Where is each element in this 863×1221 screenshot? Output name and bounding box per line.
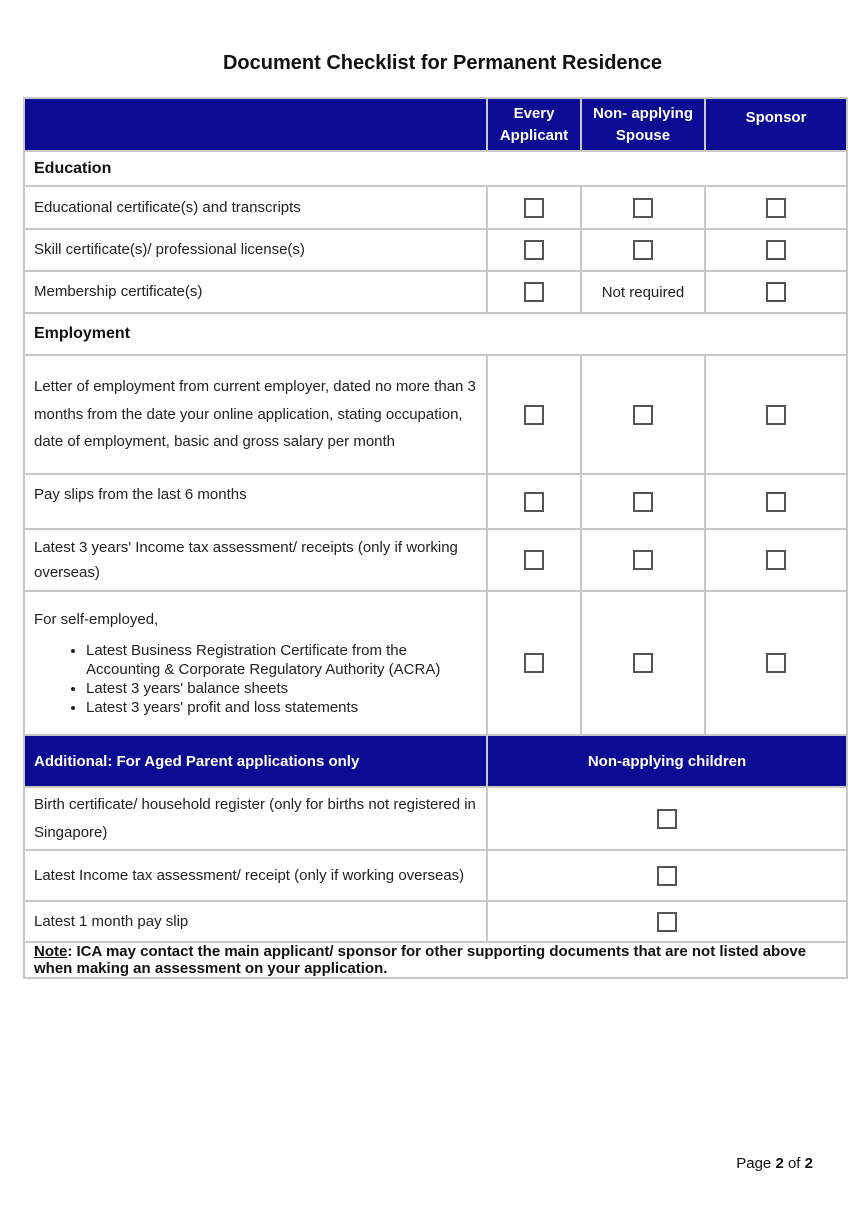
checkbox-non-applying-children[interactable]: [657, 912, 677, 932]
table-row: [24, 591, 847, 735]
checkbox-sponsor[interactable]: [766, 405, 786, 425]
list-item: • Latest 3 years' profit and loss statements: [86, 698, 477, 717]
row-label: Skill certificate(s)/ professional license(s): [24, 229, 487, 271]
self-employed-intro: For self-employed,: [34, 611, 159, 628]
checkbox-every-applicant[interactable]: [524, 492, 544, 512]
note-text: ICA may contact the main applicant/ sponsor for other supporting documents that are not listed above when making an assessment on your application.: [34, 943, 807, 977]
row-label: Pay slips from the last 6 months: [24, 474, 487, 529]
table-row: [24, 901, 847, 942]
checkbox-every-applicant[interactable]: [524, 405, 544, 425]
header-blank-cell: [24, 98, 487, 151]
self-employed-list: [34, 641, 477, 717]
row-label: Educational certificate(s) and transcripts: [24, 186, 487, 229]
column-every-applicant: Every Applicant: [487, 98, 581, 151]
checkbox-sponsor[interactable]: [766, 492, 786, 512]
checkbox-spouse[interactable]: [633, 198, 653, 218]
checkbox-sponsor[interactable]: [766, 240, 786, 260]
checkbox-every-applicant[interactable]: [524, 653, 544, 673]
row-label: Letter of employment from current employer, dated no more than 3 months from the date your online application, stating occupation, date of employment, basic and gross salary per month: [24, 355, 487, 474]
checkbox-sponsor[interactable]: [766, 550, 786, 570]
table-row: [24, 787, 847, 850]
table-row: [24, 229, 847, 271]
row-label: Latest 1 month pay slip: [24, 901, 487, 942]
section-heading: Education: [24, 151, 847, 186]
checkbox-sponsor[interactable]: [766, 282, 786, 302]
column-non-applying-children: Non-applying children: [487, 735, 847, 787]
list-item: • Latest 3 years' balance sheets: [86, 679, 477, 698]
section-employment: [24, 313, 847, 355]
list-item: • Latest Business Registration Certificate from the Accounting & Corporate Regulatory Authority (ACRA): [86, 641, 477, 679]
section-education: [24, 151, 847, 186]
checkbox-every-applicant[interactable]: [524, 550, 544, 570]
checkbox-spouse[interactable]: [633, 492, 653, 512]
table-row: [24, 850, 847, 901]
table-header-row: [24, 98, 847, 151]
checklist-table: [23, 97, 848, 979]
checkbox-every-applicant[interactable]: [524, 198, 544, 218]
checkbox-non-applying-children[interactable]: [657, 866, 677, 886]
page-number: Page 2 of 2: [736, 1155, 813, 1172]
checkbox-sponsor[interactable]: [766, 653, 786, 673]
row-label: Birth certificate/ household register (only for births not registered in Singapore): [24, 787, 487, 850]
table-row: [24, 271, 847, 313]
row-label: Latest Income tax assessment/ receipt (only if working overseas): [24, 850, 487, 901]
note-cell: Note: ICA may contact the main applicant/ sponsor for other supporting documents that are not listed above when making an assessment on your application.: [24, 942, 847, 978]
checkbox-non-applying-children[interactable]: [657, 809, 677, 829]
row-label: Membership certificate(s): [24, 271, 487, 313]
note-row: [24, 942, 847, 978]
column-sponsor: Sponsor: [705, 98, 847, 151]
section-heading: Employment: [24, 313, 847, 355]
checkbox-spouse[interactable]: [633, 653, 653, 673]
additional-header-row: [24, 735, 847, 787]
note-label: Note: [34, 943, 68, 960]
checkbox-spouse[interactable]: [633, 240, 653, 260]
row-label: Latest 3 years' Income tax assessment/ receipts (only if working overseas): [24, 529, 487, 591]
checkbox-spouse[interactable]: [633, 405, 653, 425]
table-row: [24, 474, 847, 529]
not-required-text: Not required: [601, 283, 685, 301]
checkbox-every-applicant[interactable]: [524, 240, 544, 260]
self-employed-cell: [24, 591, 487, 735]
table-row: [24, 186, 847, 229]
column-non-applying-spouse: Non- applying Spouse: [581, 98, 705, 151]
document-title: Document Checklist for Permanent Residence: [222, 52, 662, 74]
table-row: [24, 355, 847, 474]
checkbox-sponsor[interactable]: [766, 198, 786, 218]
checkbox-spouse[interactable]: [633, 550, 653, 570]
additional-heading: Additional: For Aged Parent applications only: [24, 735, 487, 787]
checkbox-every-applicant[interactable]: [524, 282, 544, 302]
table-row: [24, 529, 847, 591]
